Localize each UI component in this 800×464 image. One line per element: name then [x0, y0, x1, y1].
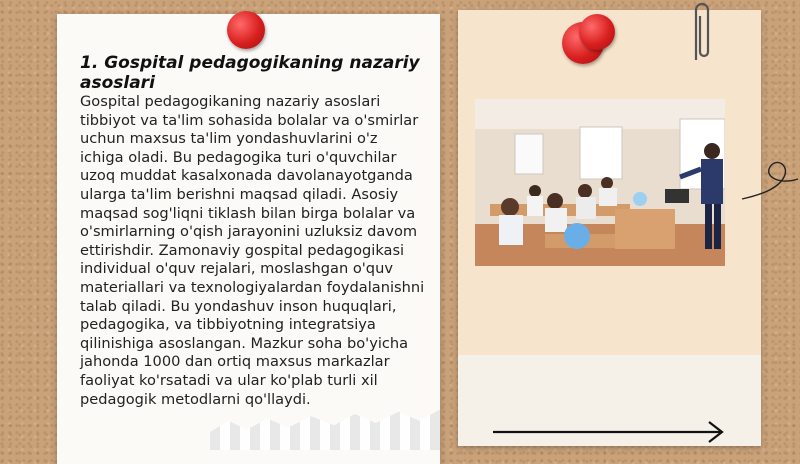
decorative-swirl-icon: [740, 155, 800, 205]
pushpin-icon: [227, 11, 265, 49]
paperclip-icon: [688, 0, 716, 64]
classroom-photo: [475, 99, 725, 266]
section-title: 1. Gospital pedagogikaning nazariy asoslari: [80, 53, 420, 93]
section-body-text: Gospital pedagogikaning nazariy asoslari tibbiyot va ta'lim sohasida bolalar va o'smirlar uchun maxsus ta'lim yondashuvlarini o'z ichiga oladi. Bu pedagogika turi o'quvchilar uzoq muddat kasalxonada davolanayotganda ularga ta'lim berishni maqsad qiladi. Asosiy maqsad sog'liqni tiklash bilan birga bolalar va o'smirlarning o'qish jarayonini uzluksiz davom ettirishdir. Zamonaviy gospital pedagogikasi individual o'quv rejalari, moslashgan o'quv materiallari va texnologiyalardan foydalanishni talab qiladi. Bu yondashuv inson huquqlari, pedagogika, va tibbiyotning integratsiya qilinishiga asoslangan. Mazkur soha bo'yicha jahonda 1000 dan ortiq maxsus markazlar faoliyat ko'rsatadi va ular ko'plab turli xil pedagogik metodlarni qo'llaydi.: [80, 93, 425, 408]
arrow-right-icon: [493, 420, 725, 446]
pushpin-icon: [579, 14, 615, 50]
